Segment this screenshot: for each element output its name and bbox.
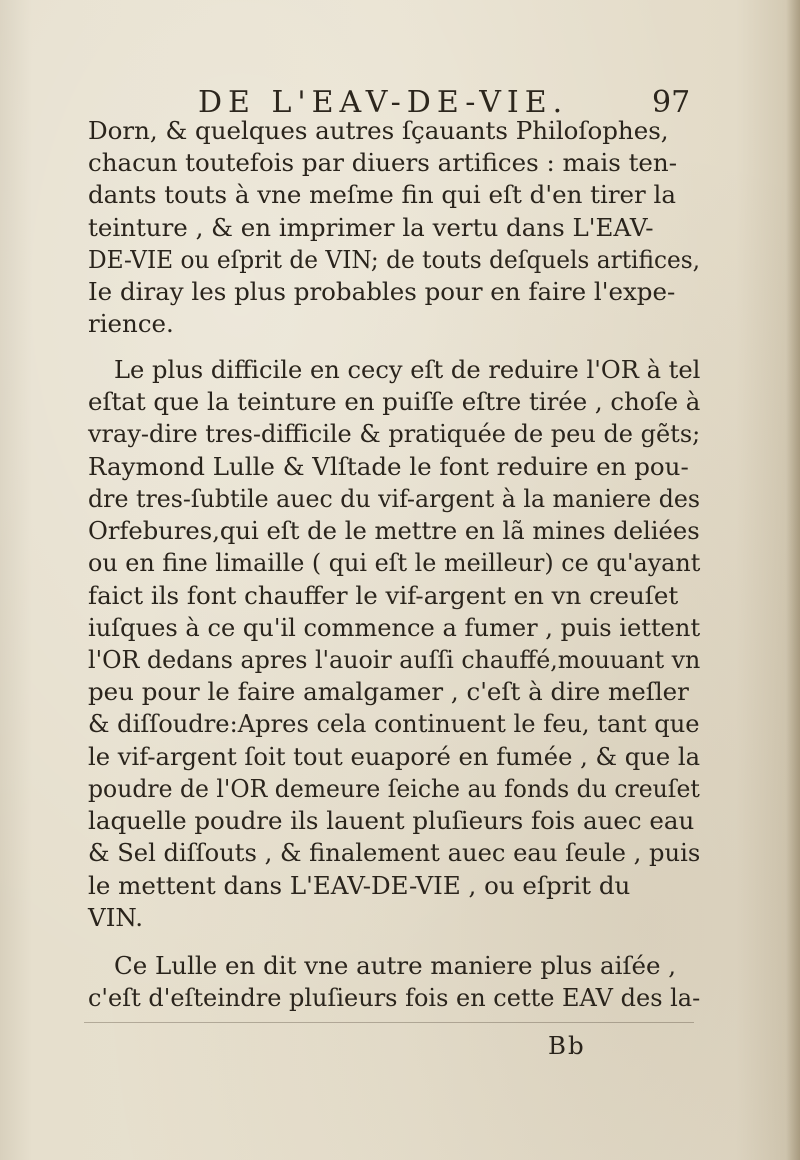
text-line-24: le mettent dans L'EAV-DE-VIE , ou eſprit du <box>88 871 631 900</box>
text-line-12: dre tres-ſubtile auec du vif-argent à la maniere des <box>88 484 700 513</box>
page-edge-shadow <box>786 0 800 1160</box>
text-line-17: l'OR dedans apres l'auoir auſſi chauffé,mouuant vn <box>88 645 701 674</box>
text-line-8: Le plus difficile en cecy eſt de reduire l'OR à tel <box>114 355 701 384</box>
text-line-22: laquelle poudre ils lauent pluſieurs fois auec eau <box>88 806 695 835</box>
text-line-11: Raymond Lulle & Vlſtade le font reduire en pou- <box>88 452 689 481</box>
text-line-10: vray-dire tres-difficile & pratiquée de peu de gẽts; <box>88 419 701 448</box>
text-line-21: poudre de l'OR demeure ſeiche au fonds du creuſet <box>88 774 700 803</box>
text-line-9: eſtat que la teinture en puiſſe eſtre tirée , choſe à <box>88 387 701 416</box>
text-line-2: chacun toutefois par diuers artifices : mais ten- <box>88 148 677 177</box>
text-line-26: Ce Lulle en dit vne autre maniere plus aiſée , <box>114 951 677 980</box>
text-line-15: faict ils font chauffer le vif-argent en vn creuſet <box>88 581 679 610</box>
page-number: 97 <box>652 85 691 120</box>
text-line-18: peu pour le faire amalgamer , c'eſt à dire meſler <box>88 677 689 706</box>
text-line-13: Orfebures,qui eſt de le mettre en lã mines deliées <box>88 516 700 545</box>
text-line-5: DE-VIE ou eſprit de VIN; de touts deſquels artifices, <box>88 245 701 274</box>
bottom-rule <box>84 1022 694 1023</box>
text-line-19: & diſſoudre:Apres cela continuent le feu, tant que <box>88 709 700 738</box>
text-line-6: Ie diray les plus probables pour en faire l'expe- <box>88 277 676 306</box>
text-line-14: ou en fine limaille ( qui eſt le meilleur) ce qu'ayant <box>88 548 701 577</box>
running-head-title: DE L'EAV-DE-VIE. <box>198 85 569 120</box>
text-line-3: dants touts à vne meſme fin qui eſt d'en tirer la <box>88 180 676 209</box>
text-line-27: c'eſt d'eſteindre pluſieurs fois en cette EAV des la- <box>88 983 701 1012</box>
signature-mark: Bb <box>548 1031 586 1060</box>
text-line-20: le vif-argent ſoit tout euaporé en fumée , & que la <box>88 742 701 771</box>
text-line-7: rience. <box>88 309 174 338</box>
text-line-1: Dorn, & quelques autres ſçauants Philoſophes, <box>88 116 669 145</box>
text-line-4: teinture , & en imprimer la vertu dans L'EAV- <box>88 213 654 242</box>
text-line-23: & Sel diſſouts , & finalement auec eau ſeule , puis <box>88 838 701 867</box>
text-line-25: VIN. <box>88 903 144 932</box>
text-line-16: iuſques à ce qu'il commence a fumer , puis iettent <box>88 613 701 642</box>
